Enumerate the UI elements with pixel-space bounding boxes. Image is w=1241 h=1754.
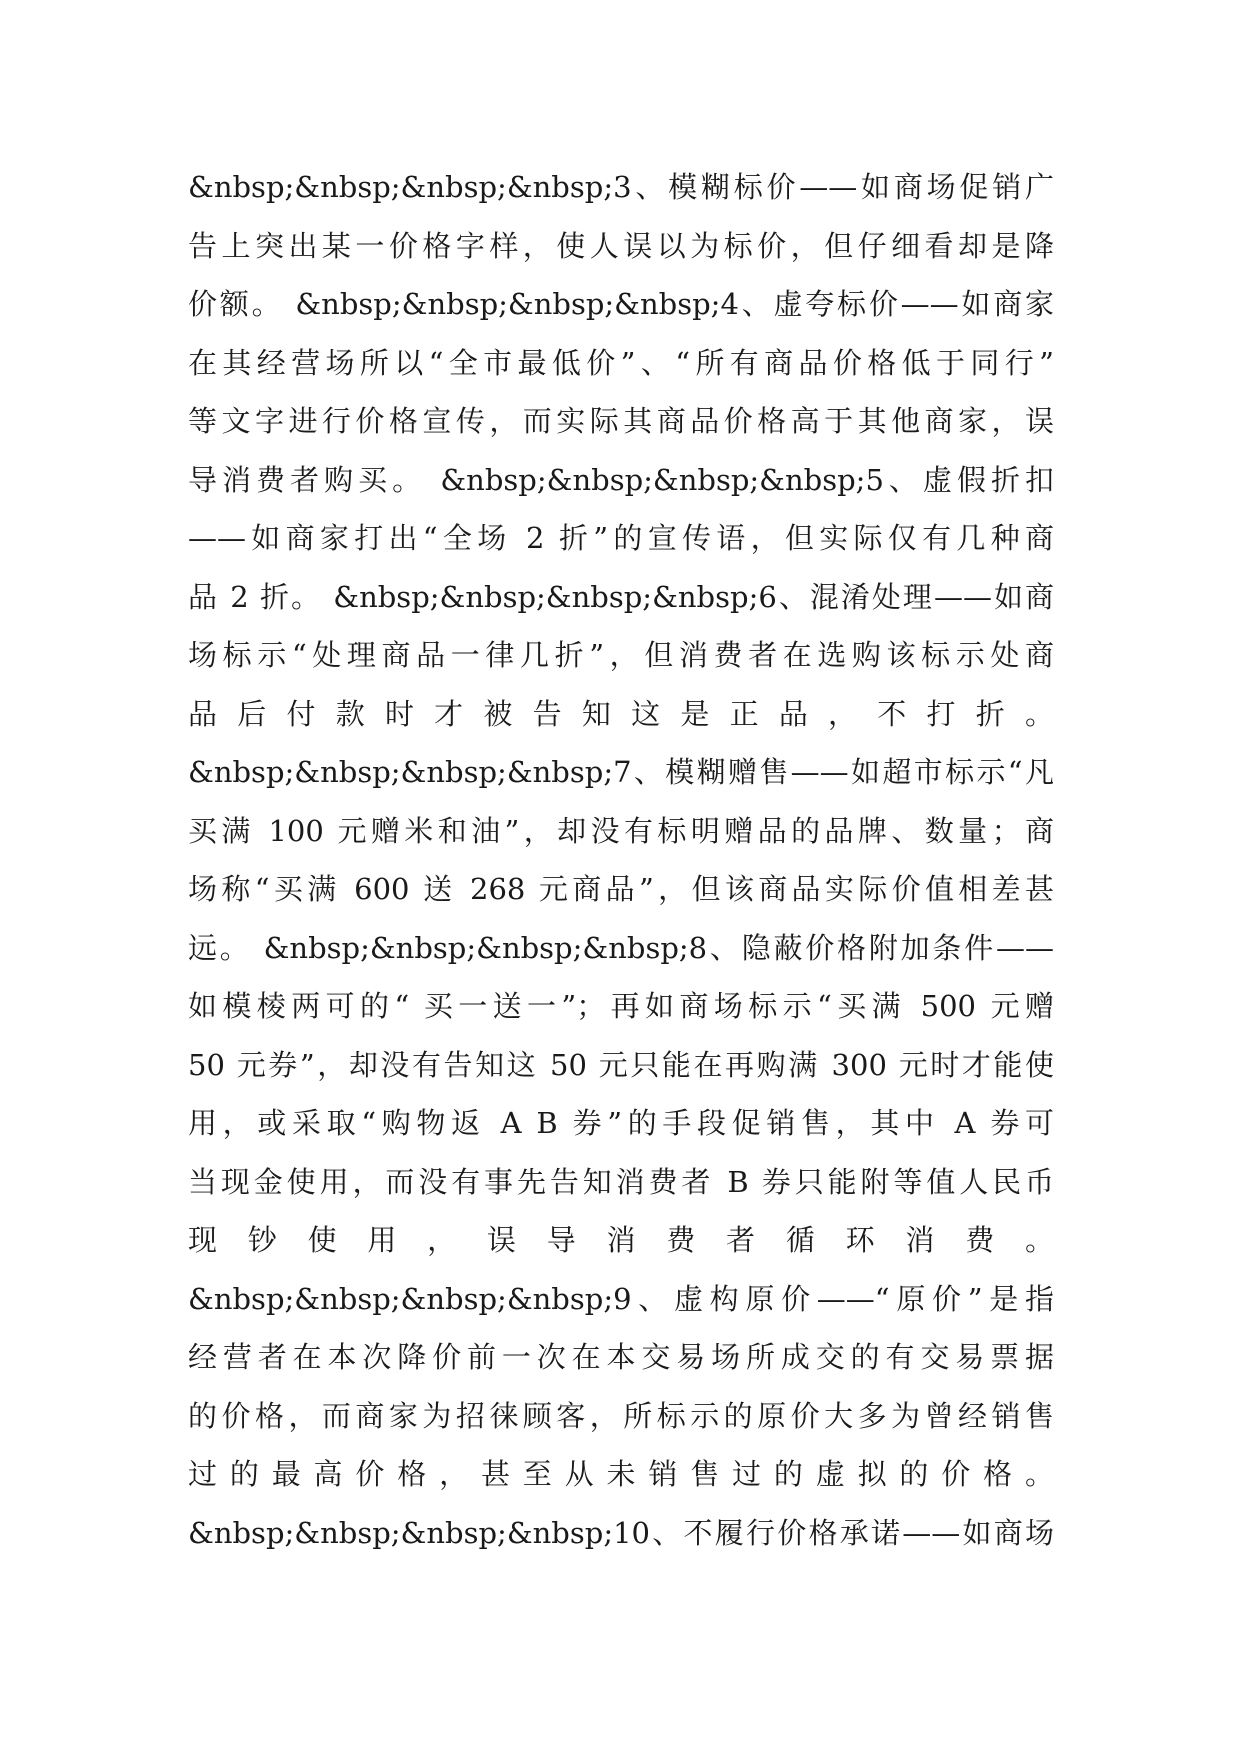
- text-line: 在其经营场所以“全市最低价”、“所有商品价格低于同行”: [188, 345, 1054, 380]
- text-line: 的价格，而商家为招徕顾客，所标示的原价大多为曾经销售: [188, 1398, 1054, 1433]
- body-text: [188, 158, 1054, 1562]
- text-line: 场标示“处理商品一律几折”，但消费者在选购该标示处商: [188, 638, 1054, 672]
- text-line: 场称“买满 600 送 268 元商品”，但该商品实际价值相差甚: [188, 872, 1054, 906]
- text-line: 过的最高价格，甚至从未销售过的虚拟的价格。: [188, 1457, 1054, 1491]
- text-line: 等文字进行价格宣传，而实际其商品价格高于其他商家，误: [188, 404, 1054, 438]
- text-line: 导消费者购买。 &nbsp;&nbsp;&nbsp;&nbsp;5、虚假折扣: [188, 462, 1054, 497]
- text-line: ——如商家打出“全场 2 折”的宣传语，但实际仅有几种商: [188, 521, 1054, 555]
- text-line: 品 2 折。 &nbsp;&nbsp;&nbsp;&nbsp;6、混淆处理——如商: [188, 579, 1054, 614]
- text-line: 当现金使用，而没有事先告知消费者 B 券只能附等值人民币: [188, 1164, 1054, 1199]
- text-line: 经营者在本次降价前一次在本交易场所成交的有交易票据: [188, 1340, 1054, 1374]
- text-line: 50 元券”，却没有告知这 50 元只能在再购满 300 元时才能使: [188, 1047, 1054, 1082]
- text-line: 品后付款时才被告知这是正品，不打折。: [188, 696, 1054, 731]
- text-line: 如模棱两可的“ 买一送一”；再如商场标示“买满 500 元赠: [188, 989, 1054, 1023]
- text-line: 用，或采取“购物返 A B 券”的手段促销售，其中 A 券可: [188, 1106, 1054, 1140]
- text-line: 价额。 &nbsp;&nbsp;&nbsp;&nbsp;4、虚夸标价——如商家: [188, 287, 1054, 321]
- text-line: 现钞使用，误导消费者循环消费。: [188, 1223, 1054, 1257]
- text-line: &nbsp;&nbsp;&nbsp;&nbsp;9、虚构原价——“原价”是指: [188, 1281, 1054, 1316]
- text-line: &nbsp;&nbsp;&nbsp;&nbsp;10、不履行价格承诺——如商场: [188, 1515, 1054, 1550]
- text-line: 远。 &nbsp;&nbsp;&nbsp;&nbsp;8、隐蔽价格附加条件——: [188, 930, 1054, 965]
- text-line: &nbsp;&nbsp;&nbsp;&nbsp;3、模糊标价——如商场促销广: [188, 170, 1054, 204]
- text-line: &nbsp;&nbsp;&nbsp;&nbsp;7、模糊赠售——如超市标示“凡: [188, 755, 1054, 789]
- text-line: 告上突出某一价格字样，使人误以为标价，但仔细看却是降: [188, 228, 1054, 263]
- text-line: 买满 100 元赠米和油”，却没有标明赠品的品牌、数量；商: [188, 813, 1054, 848]
